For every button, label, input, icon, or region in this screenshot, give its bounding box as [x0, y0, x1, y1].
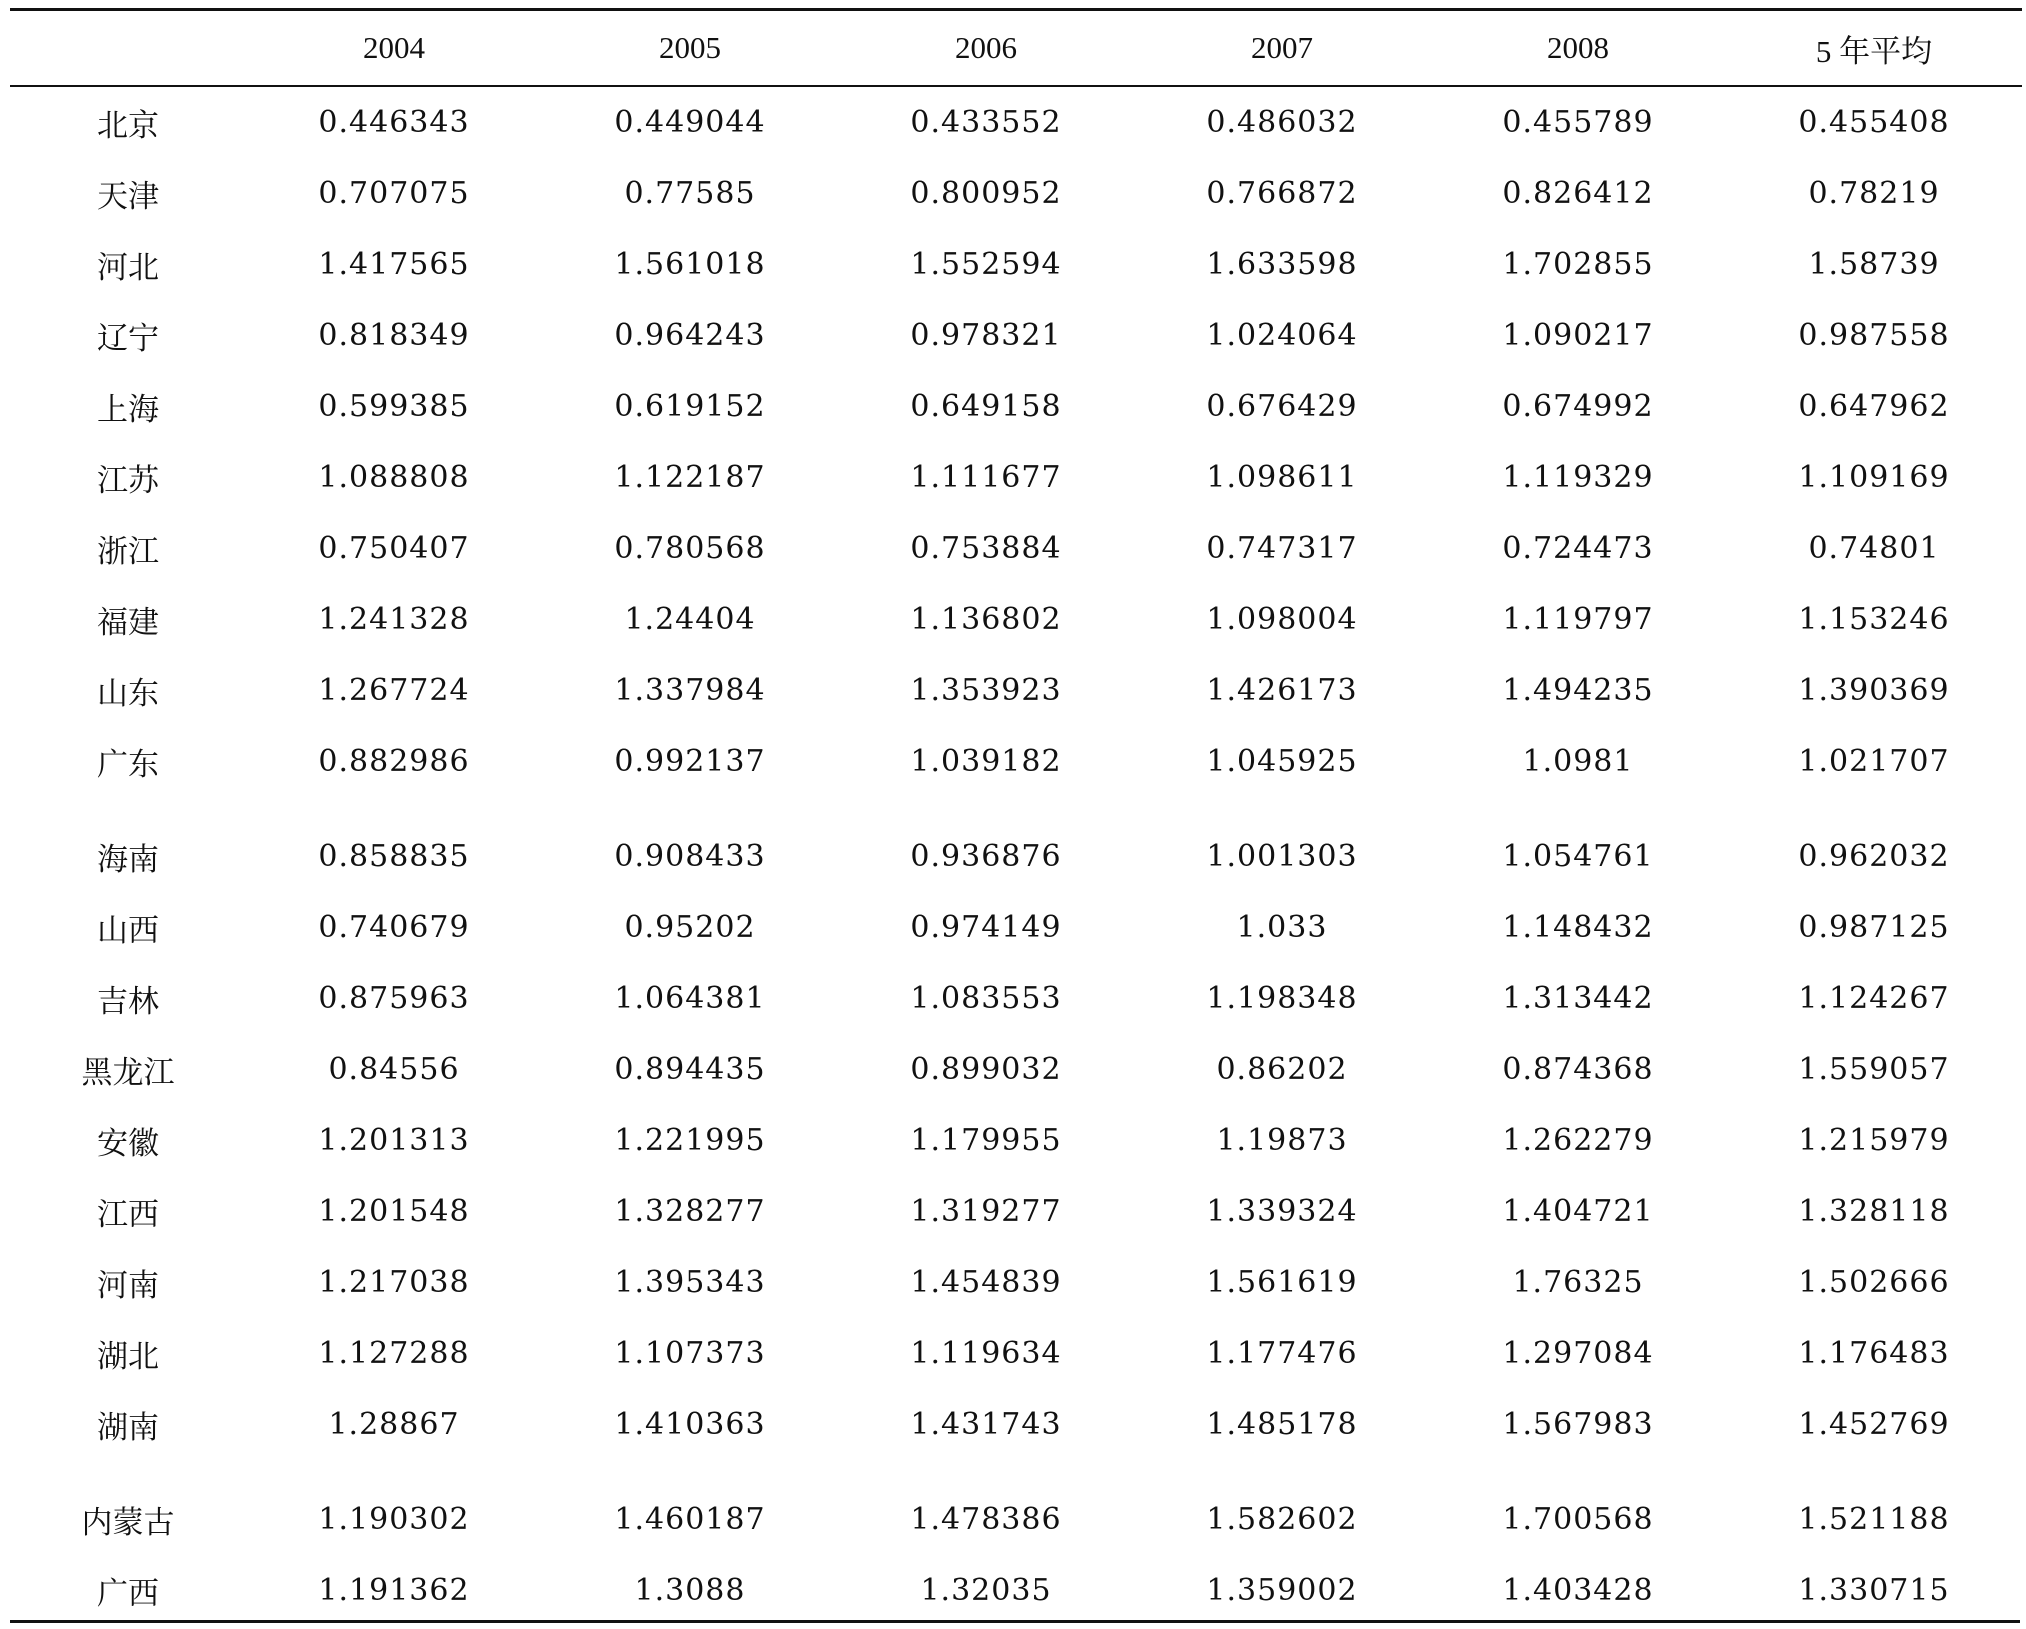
region-cell: 江苏: [97, 463, 159, 499]
value-cell: 1.485178: [1206, 1407, 1358, 1442]
header-cell-region: [10, 10, 246, 87]
value-cell: 0.750407: [318, 531, 470, 566]
value-cell: 1.32035: [920, 1573, 1052, 1608]
value-cell: 1.431743: [910, 1407, 1062, 1442]
value-cell: 1.033: [1236, 910, 1328, 945]
value-cell: 1.215979: [1798, 1123, 1950, 1158]
table-bottom-rule: [10, 1620, 2020, 1623]
region-cell: 辽宁: [97, 321, 159, 357]
value-cell: 1.521188: [1798, 1502, 1950, 1537]
value-cell: 1.567983: [1502, 1407, 1654, 1442]
value-cell: 0.724473: [1502, 531, 1654, 566]
value-cell: 1.330715: [1798, 1573, 1950, 1608]
value-cell: 1.217038: [318, 1265, 470, 1300]
table-row: [10, 371, 2022, 442]
value-cell: 0.882986: [318, 744, 470, 779]
table-row: [10, 726, 2022, 797]
value-cell: 1.633598: [1206, 247, 1358, 282]
value-cell: 1.148432: [1502, 910, 1654, 945]
table-row: [10, 584, 2022, 655]
region-cell: 湖北: [97, 1339, 159, 1375]
value-cell: 0.987125: [1798, 910, 1950, 945]
value-cell: 1.179955: [910, 1123, 1062, 1158]
value-cell: 0.936876: [910, 839, 1062, 874]
region-cell: 河北: [97, 250, 159, 286]
value-cell: 1.452769: [1798, 1407, 1950, 1442]
value-cell: 0.753884: [910, 531, 1062, 566]
region-cell: 天津: [97, 179, 159, 215]
header-cell-2007: 2007: [1134, 10, 1430, 87]
value-cell: 1.76325: [1512, 1265, 1644, 1300]
value-cell: 1.083553: [910, 981, 1062, 1016]
efficiency-table: [10, 8, 2022, 1626]
value-cell: 1.0981: [1522, 744, 1634, 779]
value-cell: 1.702855: [1502, 247, 1654, 282]
value-cell: 0.455789: [1502, 105, 1654, 140]
value-cell: 1.328277: [614, 1194, 766, 1229]
value-cell: 1.297084: [1502, 1336, 1654, 1371]
value-cell: 1.404721: [1502, 1194, 1654, 1229]
region-cell: 内蒙古: [81, 1505, 175, 1541]
value-cell: 0.874368: [1502, 1052, 1654, 1087]
region-cell: 湖南: [97, 1410, 159, 1446]
value-cell: 1.319277: [910, 1194, 1062, 1229]
value-cell: 1.088808: [318, 460, 470, 495]
value-cell: 1.395343: [614, 1265, 766, 1300]
region-cell: 江西: [97, 1197, 159, 1233]
header-cell-2008: 2008: [1430, 10, 1726, 87]
value-cell: 1.417565: [318, 247, 470, 282]
value-cell: 1.054761: [1502, 839, 1654, 874]
table-header-row: [10, 10, 2022, 87]
value-cell: 1.267724: [318, 673, 470, 708]
value-cell: 0.647962: [1798, 389, 1950, 424]
table-row: [10, 892, 2022, 963]
value-cell: 0.86202: [1216, 1052, 1348, 1087]
region-cell: 浙江: [97, 534, 159, 570]
value-cell: 0.84556: [328, 1052, 460, 1087]
table-row: [10, 1247, 2022, 1318]
value-cell: 1.426173: [1206, 673, 1358, 708]
region-cell: 北京: [97, 108, 159, 144]
table-row: [10, 229, 2022, 300]
value-cell: 1.337984: [614, 673, 766, 708]
value-cell: 0.674992: [1502, 389, 1654, 424]
value-cell: 0.875963: [318, 981, 470, 1016]
header-cell-5yr-average: 5 年平均: [1726, 10, 2022, 87]
value-cell: 0.446343: [318, 105, 470, 140]
value-cell: 0.766872: [1206, 176, 1358, 211]
value-cell: 0.894435: [614, 1052, 766, 1087]
value-cell: 1.201313: [318, 1123, 470, 1158]
value-cell: 0.707075: [318, 176, 470, 211]
value-cell: 0.899032: [910, 1052, 1062, 1087]
table-row: [10, 86, 2022, 158]
value-cell: 0.964243: [614, 318, 766, 353]
table-row: [10, 1318, 2022, 1389]
value-cell: 1.190302: [318, 1502, 470, 1537]
value-cell: 0.826412: [1502, 176, 1654, 211]
value-cell: 1.198348: [1206, 981, 1358, 1016]
value-cell: 0.599385: [318, 389, 470, 424]
value-cell: 1.024064: [1206, 318, 1358, 353]
value-cell: 1.241328: [318, 602, 470, 637]
value-cell: 0.77585: [624, 176, 756, 211]
value-cell: 1.064381: [614, 981, 766, 1016]
header-cell-2006: 2006: [838, 10, 1134, 87]
value-cell: 1.136802: [910, 602, 1062, 637]
value-cell: 0.747317: [1206, 531, 1358, 566]
value-cell: 0.74801: [1808, 531, 1940, 566]
value-cell: 1.221995: [614, 1123, 766, 1158]
value-cell: 1.109169: [1798, 460, 1950, 495]
value-cell: 1.328118: [1798, 1194, 1950, 1229]
table-row: [10, 797, 2022, 892]
value-cell: 1.339324: [1206, 1194, 1358, 1229]
value-cell: 1.313442: [1502, 981, 1654, 1016]
value-cell: 1.191362: [318, 1573, 470, 1608]
value-cell: 1.559057: [1798, 1052, 1950, 1087]
value-cell: 1.552594: [910, 247, 1062, 282]
value-cell: 1.700568: [1502, 1502, 1654, 1537]
region-cell: 山东: [97, 676, 159, 712]
value-cell: 1.410363: [614, 1407, 766, 1442]
value-cell: 1.021707: [1798, 744, 1950, 779]
value-cell: 0.818349: [318, 318, 470, 353]
header-cell-2004: 2004: [246, 10, 542, 87]
value-cell: 1.039182: [910, 744, 1062, 779]
table-row: [10, 963, 2022, 1034]
table-row: [10, 442, 2022, 513]
table-row: [10, 158, 2022, 229]
value-cell: 1.201548: [318, 1194, 470, 1229]
value-cell: 1.119797: [1502, 602, 1654, 637]
value-cell: 1.098611: [1206, 460, 1358, 495]
value-cell: 1.359002: [1206, 1573, 1358, 1608]
value-cell: 1.403428: [1502, 1573, 1654, 1608]
value-cell: 1.122187: [614, 460, 766, 495]
table-row: [10, 655, 2022, 726]
value-cell: 0.619152: [614, 389, 766, 424]
table-row: [10, 300, 2022, 371]
value-cell: 0.974149: [910, 910, 1062, 945]
value-cell: 1.502666: [1798, 1265, 1950, 1300]
value-cell: 0.649158: [910, 389, 1062, 424]
header-cell-2005: 2005: [542, 10, 838, 87]
region-cell: 吉林: [97, 984, 159, 1020]
value-cell: 1.3088: [634, 1573, 746, 1608]
region-cell: 山西: [97, 913, 159, 949]
table-row: [10, 1176, 2022, 1247]
value-cell: 1.127288: [318, 1336, 470, 1371]
region-cell: 广东: [97, 747, 159, 783]
value-cell: 1.119329: [1502, 460, 1654, 495]
value-cell: 0.95202: [624, 910, 756, 945]
value-cell: 0.486032: [1206, 105, 1358, 140]
value-cell: 1.28867: [328, 1407, 460, 1442]
value-cell: 1.262279: [1502, 1123, 1654, 1158]
table-body: [10, 86, 2022, 1626]
value-cell: 1.582602: [1206, 1502, 1358, 1537]
region-cell: 河南: [97, 1268, 159, 1304]
value-cell: 0.908433: [614, 839, 766, 874]
value-cell: 1.494235: [1502, 673, 1654, 708]
value-cell: 0.987558: [1798, 318, 1950, 353]
value-cell: 1.176483: [1798, 1336, 1950, 1371]
value-cell: 1.478386: [910, 1502, 1062, 1537]
value-cell: 0.858835: [318, 839, 470, 874]
value-cell: 0.800952: [910, 176, 1062, 211]
table-row: [10, 1460, 2022, 1555]
value-cell: 1.460187: [614, 1502, 766, 1537]
value-cell: 1.58739: [1808, 247, 1940, 282]
region-cell: 上海: [97, 392, 159, 428]
value-cell: 1.107373: [614, 1336, 766, 1371]
value-cell: 1.561619: [1206, 1265, 1358, 1300]
region-cell: 安徽: [97, 1126, 159, 1162]
value-cell: 1.24404: [624, 602, 756, 637]
table-row: [10, 1105, 2022, 1176]
value-cell: 1.561018: [614, 247, 766, 282]
value-cell: 1.153246: [1798, 602, 1950, 637]
region-cell: 广西: [97, 1576, 159, 1612]
value-cell: 0.978321: [910, 318, 1062, 353]
value-cell: 1.19873: [1216, 1123, 1348, 1158]
table-row: [10, 1034, 2022, 1105]
value-cell: 1.045925: [1206, 744, 1358, 779]
value-cell: 0.433552: [910, 105, 1062, 140]
value-cell: 0.455408: [1798, 105, 1950, 140]
value-cell: 0.780568: [614, 531, 766, 566]
table-row: [10, 1555, 2022, 1626]
region-cell: 海南: [97, 842, 159, 878]
value-cell: 1.090217: [1502, 318, 1654, 353]
region-cell: 黑龙江: [81, 1055, 175, 1091]
value-cell: 1.119634: [910, 1336, 1062, 1371]
value-cell: 1.353923: [910, 673, 1062, 708]
region-cell: 福建: [97, 605, 159, 641]
value-cell: 1.098004: [1206, 602, 1358, 637]
value-cell: 0.962032: [1798, 839, 1950, 874]
value-cell: 1.454839: [910, 1265, 1062, 1300]
value-cell: 0.740679: [318, 910, 470, 945]
table-row: [10, 1389, 2022, 1460]
value-cell: 1.124267: [1798, 981, 1950, 1016]
value-cell: 0.676429: [1206, 389, 1358, 424]
value-cell: 0.449044: [614, 105, 766, 140]
value-cell: 0.992137: [614, 744, 766, 779]
value-cell: 0.78219: [1808, 176, 1940, 211]
value-cell: 1.177476: [1206, 1336, 1358, 1371]
value-cell: 1.111677: [910, 460, 1062, 495]
value-cell: 1.001303: [1206, 839, 1358, 874]
table-row: [10, 513, 2022, 584]
value-cell: 1.390369: [1798, 673, 1950, 708]
data-table-container: [10, 8, 2020, 1626]
